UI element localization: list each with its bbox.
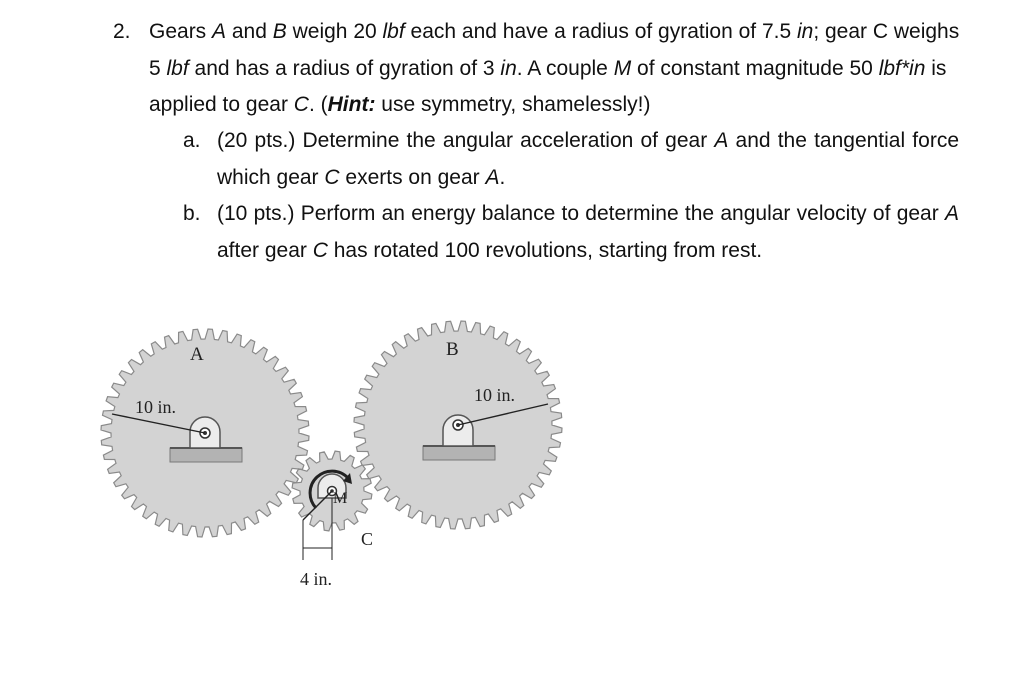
part-b-text: (10 pts.) Perform an energy balance to determine the angular velocity of gear A after gear C has rotated 100 revolutions, starting from rest. — [217, 202, 959, 262]
gear-c-label: C — [361, 529, 374, 549]
couple-label: M — [333, 490, 348, 507]
part-b-label: b. — [183, 202, 201, 225]
unit-in: in — [500, 56, 517, 80]
gear-a-label: A — [190, 344, 204, 365]
gear-a-symbol: A — [212, 20, 227, 43]
part-a-label: a. — [183, 129, 201, 152]
gear-c-symbol: C — [293, 93, 309, 116]
unit-lbf-in: lbf*in — [878, 56, 926, 80]
problem-number: 2. — [113, 20, 131, 43]
unit-lbf: lbf — [382, 20, 405, 43]
part-a-text: (20 pts.) Determine the angular acceleration of gear A and the tangential force which gear C exerts on gear A. — [217, 129, 959, 189]
hint-label: Hint: — [327, 93, 376, 116]
problem-stem: Gears A and B weigh 20 lbf each and have a radius of gyration of 7.5 in; gear C weighs 5 lbf and has a radius of gyration of 3 in. A couple M of constant magnitude 50 lbf*in is applied to gear C. (Hint: use symmetry, shamelessly!) — [149, 20, 960, 116]
radius-c-label: 4 in. — [300, 569, 333, 589]
gear-b-label: B — [446, 339, 459, 360]
couple-symbol: M — [613, 56, 632, 80]
radius-a-label: 10 in. — [135, 397, 177, 417]
gear-b-symbol: B — [272, 20, 287, 43]
radius-b-label: 10 in. — [474, 385, 516, 405]
unit-lbf: lbf — [166, 56, 189, 80]
unit-in: in — [796, 20, 814, 43]
